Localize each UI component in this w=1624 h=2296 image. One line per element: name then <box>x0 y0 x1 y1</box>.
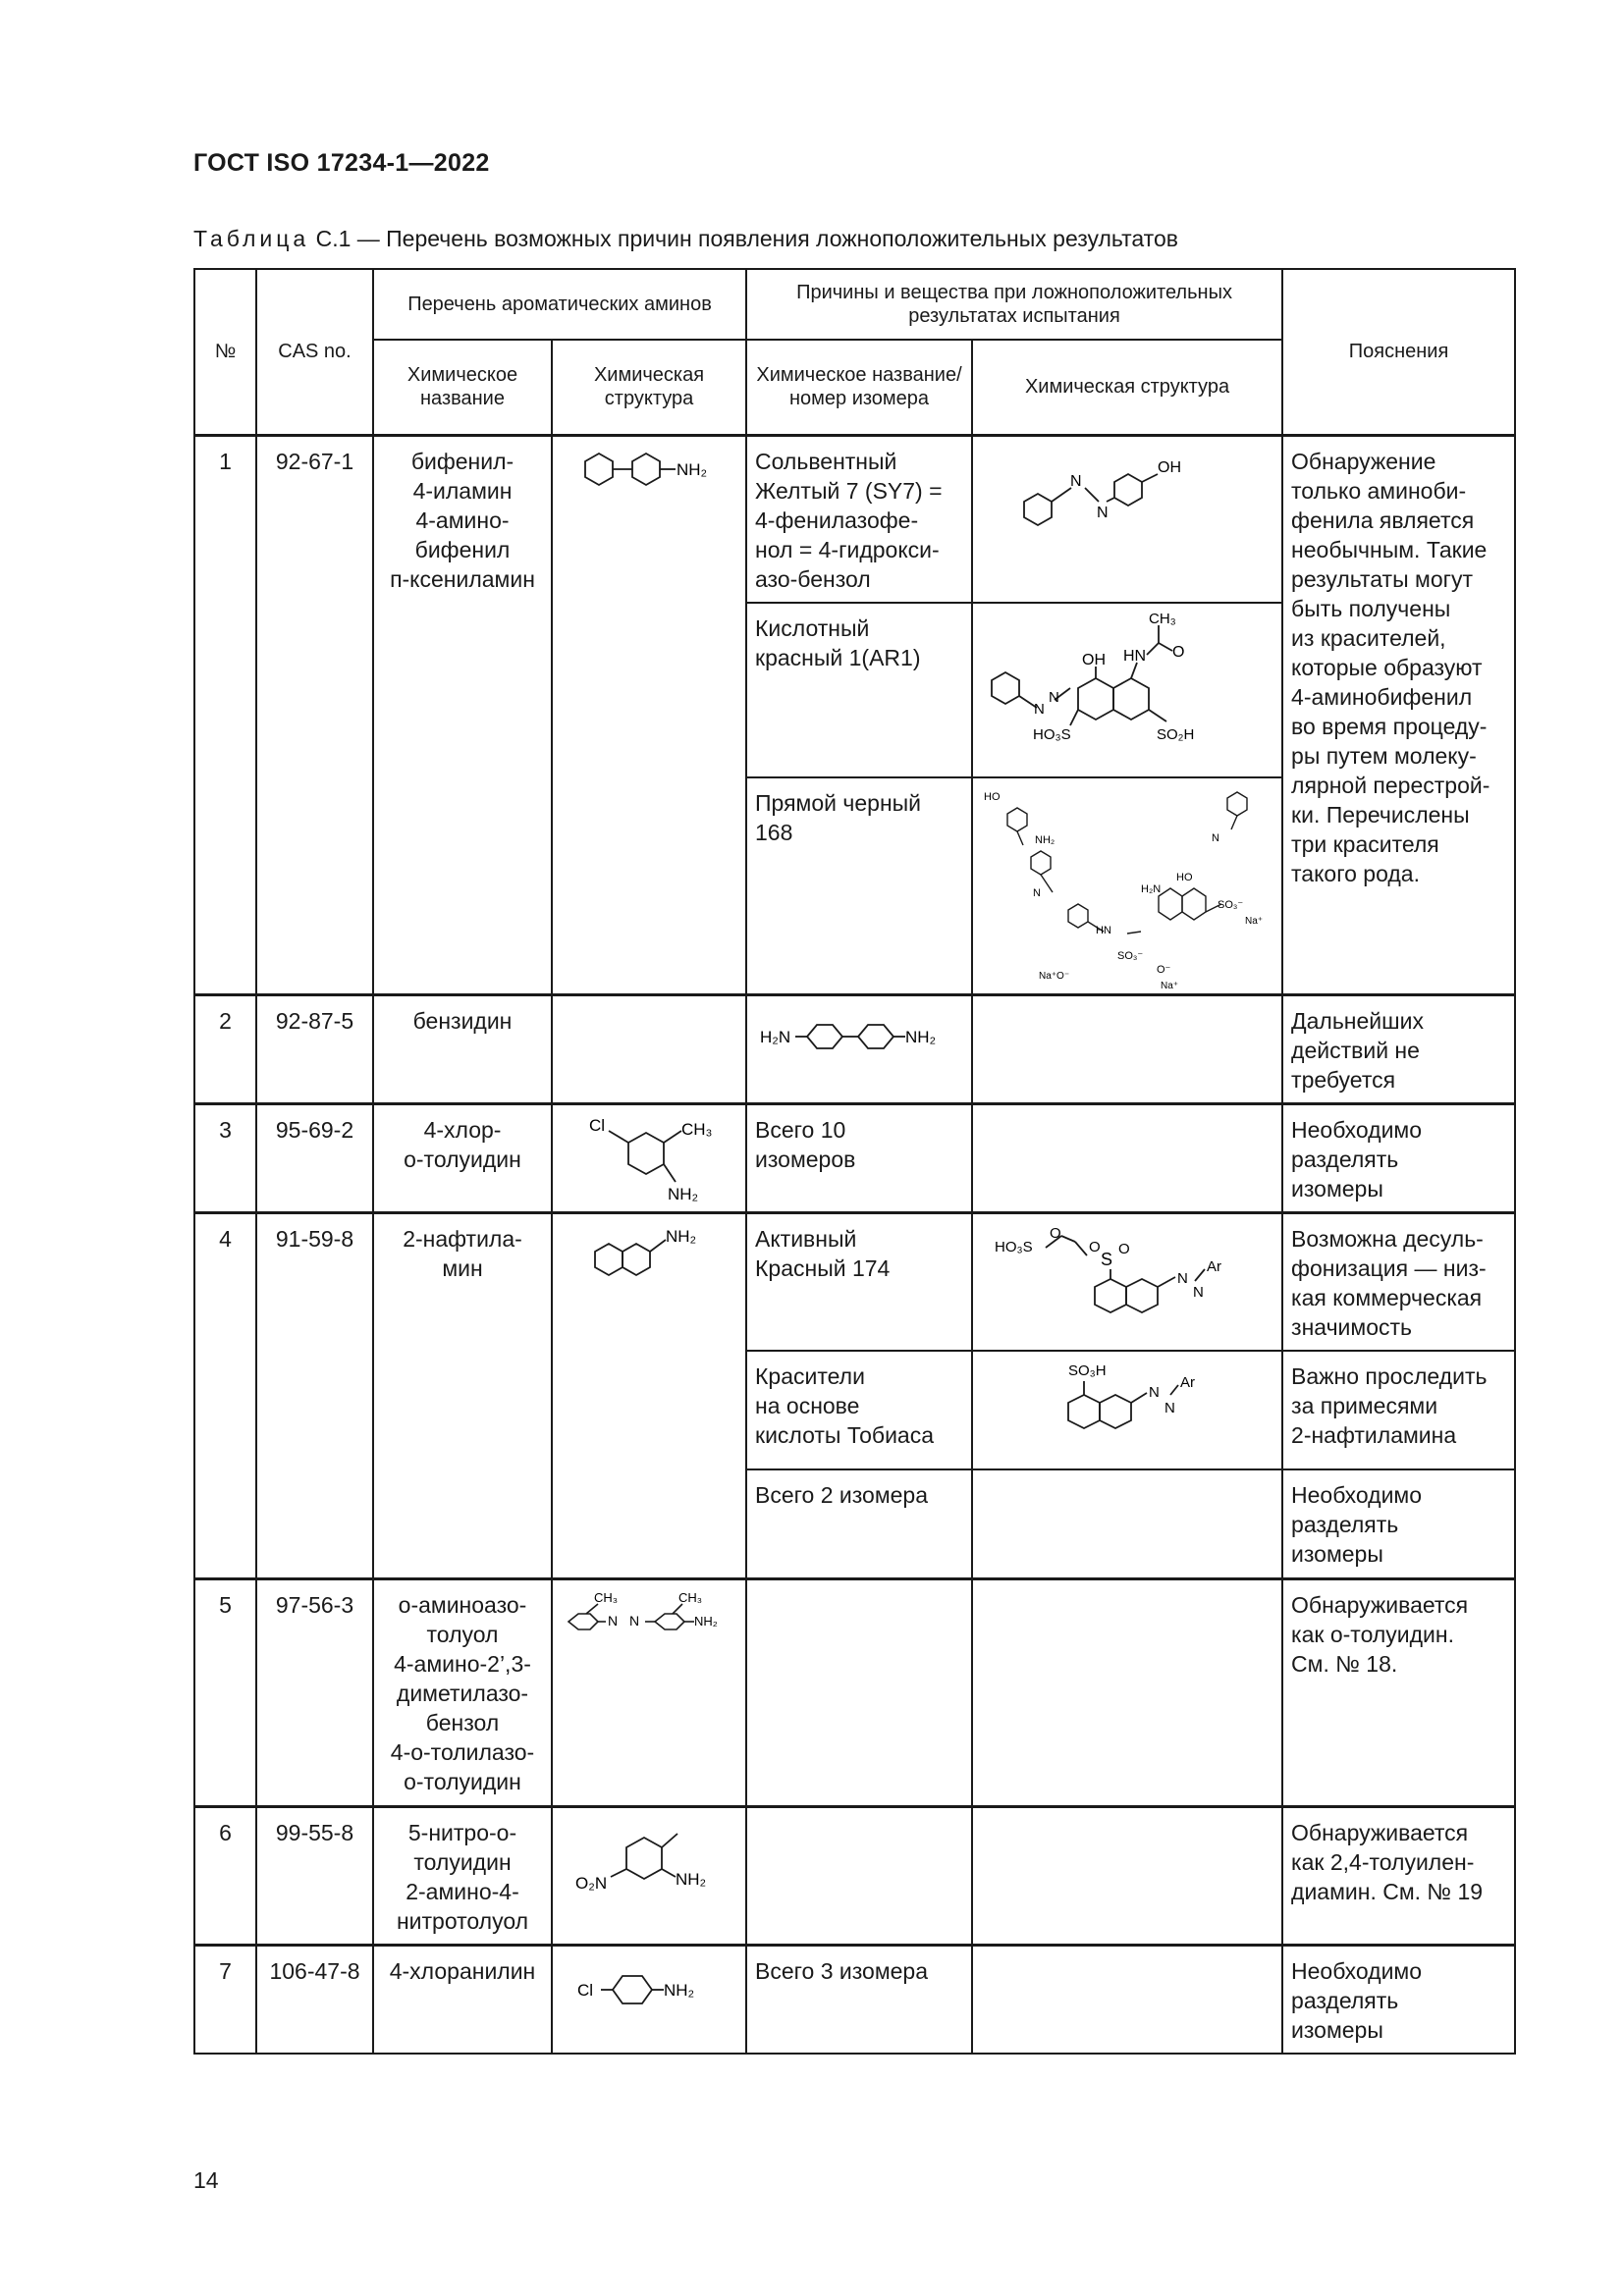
label-n: N <box>1070 472 1082 490</box>
label-ar: Ar <box>1180 1374 1196 1391</box>
label-cl: Cl <box>577 1980 594 2000</box>
row-cause-name <box>746 1578 972 1806</box>
row-num: 6 <box>194 1806 256 1945</box>
row-cause-struct <box>972 1212 1282 1351</box>
row-cas: 106-47-8 <box>256 1945 373 2054</box>
row-cause-struct <box>972 1351 1282 1469</box>
aminoazotoluene-structure <box>561 1588 737 1653</box>
row-cause-name: Всего 10 изомеров <box>746 1103 972 1212</box>
label-n: N <box>1193 1283 1204 1301</box>
row-cause-struct <box>972 777 1282 994</box>
label-nh2: NH₂ <box>668 1184 699 1203</box>
label-o: O <box>1089 1238 1101 1255</box>
header-amines-group: Перечень ароматических аминов <box>373 269 746 340</box>
label-nh2: NH₂ <box>904 1027 936 1046</box>
label-o: O <box>1172 644 1185 661</box>
label-ho3s: HO₃S <box>1033 726 1071 743</box>
row-cas: 95-69-2 <box>256 1103 373 1212</box>
label-ch3: CH₃ <box>594 1589 619 1605</box>
row-cause-struct <box>972 1103 1282 1212</box>
label-ch3: CH₃ <box>1149 612 1176 627</box>
row-chem-name: 5-нитро-о- толуидин 2-амино-4- нитротолуол <box>373 1806 552 1945</box>
caption-text: С.1 — Перечень возможных причин появления ложноположительных результатов <box>309 226 1178 251</box>
label-n: N <box>1097 504 1109 521</box>
label-n: N <box>1034 701 1045 718</box>
label-nh2: NH₂ <box>1035 834 1056 846</box>
table-row <box>194 1806 1515 1945</box>
label-na-plus: Na⁺ <box>1161 981 1179 991</box>
row-cas: 91-59-8 <box>256 1212 373 1578</box>
label-o: O <box>1050 1224 1061 1242</box>
label-h2n: H₂N <box>1141 883 1162 895</box>
row-cause-name: Всего 2 изомера <box>746 1469 972 1578</box>
row-num: 1 <box>194 435 256 994</box>
nitrotoluidine-structure <box>566 1816 732 1904</box>
row-cause-struct <box>972 1469 1282 1578</box>
chloro-toluidine-structure <box>566 1113 732 1205</box>
label-hn: HN <box>1123 648 1147 665</box>
page-number: 14 <box>193 2167 219 2193</box>
header-notes: Пояснения <box>1282 269 1515 435</box>
row-chem-name: 4-хлор- о-толуидин <box>373 1103 552 1212</box>
table-row <box>194 1578 1515 1806</box>
row-cause-name: Сольвентный Желтый 7 (SY7) = 4-фенилазофе- нол = 4-гидрокси- азо-бензол <box>746 435 972 603</box>
label-ch3: CH₃ <box>678 1589 703 1605</box>
false-positive-table <box>193 268 1516 2055</box>
label-nh2: NH₂ <box>664 1980 695 2000</box>
label-ho: HO <box>984 791 1001 803</box>
label-n: N <box>1033 887 1041 899</box>
row-note: Дальнейших действий не требуется <box>1282 994 1515 1103</box>
row-note: Обнаружение только аминоби- фенила является необычным. Такие результаты могут быть получены из красителей, которые образуют 4-аминобифенил во время процеду- ры путем молеку- лярной перестрой- ки. Перечислены три красителя такого рода. <box>1282 435 1515 994</box>
label-so3h: SO₃H <box>1068 1362 1107 1379</box>
document-header: ГОСТ ISO 17234-1—2022 <box>193 149 490 177</box>
header-cas: CAS no. <box>256 269 373 435</box>
table-row <box>194 994 1515 1103</box>
label-cl: Cl <box>589 1115 606 1135</box>
label-nh2: NH₂ <box>676 1869 707 1889</box>
row-num: 7 <box>194 1945 256 2054</box>
benzidine-structure <box>754 1004 965 1073</box>
row-note: Необходимо разделять изомеры <box>1282 1103 1515 1212</box>
label-n: N <box>1049 689 1059 706</box>
biphenylamine-structure <box>566 445 732 506</box>
label-hn: HN <box>1096 925 1111 936</box>
label-n: N <box>1164 1400 1175 1416</box>
label-nh2: NH₂ <box>677 459 708 479</box>
row-cause-name <box>746 994 972 1103</box>
row-chem-name: бензидин <box>373 994 552 1103</box>
row-chem-name: 4-хлоранилин <box>373 1945 552 2054</box>
label-ho3s: HO₃S <box>995 1238 1033 1255</box>
row-chem-struct <box>552 1103 746 1212</box>
row-cas: 92-67-1 <box>256 435 373 994</box>
row-chem-struct <box>552 1578 746 1806</box>
header-cause-struct: Химическая структура <box>972 340 1282 435</box>
row-chem-name: о-аминоазо- толуол 4-амино-2’,3- диметилазо- бензол 4-о-толилазо- о-толуидин <box>373 1578 552 1806</box>
row-note: Обнаруживается как 2,4-толуилен- диамин. См. № 19 <box>1282 1806 1515 1945</box>
row-cause-name: Кислотный красный 1(AR1) <box>746 603 972 777</box>
label-o-minus: O⁻ <box>1157 964 1171 976</box>
sy7-structure <box>1004 445 1250 543</box>
row-num: 2 <box>194 994 256 1103</box>
row-num: 3 <box>194 1103 256 1212</box>
label-oh: OH <box>1082 652 1107 668</box>
reactive-red-174-structure <box>985 1222 1270 1340</box>
row-note: Необходимо разделять изомеры <box>1282 1945 1515 2054</box>
naphthylamine-structure <box>566 1222 732 1291</box>
row-num: 5 <box>194 1578 256 1806</box>
label-so2h: SO₂H <box>1157 726 1195 743</box>
row-cause-struct <box>972 1945 1282 2054</box>
row-cause-struct <box>972 603 1282 777</box>
label-nh2: NH₂ <box>694 1613 718 1629</box>
row-note: Важно проследить за примесями 2-нафтиламина <box>1282 1351 1515 1469</box>
table-row <box>194 1945 1515 2054</box>
label-ch3: CH₃ <box>681 1119 713 1139</box>
row-note: Необходимо разделять изомеры <box>1282 1469 1515 1578</box>
table-row <box>194 1212 1515 1351</box>
header-num: № <box>194 269 256 435</box>
row-cause-struct <box>972 994 1282 1103</box>
label-ar: Ar <box>1207 1257 1222 1275</box>
row-cas: 97-56-3 <box>256 1578 373 1806</box>
row-chem-struct <box>552 1806 746 1945</box>
row-note: Возможна десуль- фонизация — низ- кая коммерческая значимость <box>1282 1212 1515 1351</box>
label-nh2: NH₂ <box>666 1226 697 1246</box>
label-so3-minus: SO₃⁻ <box>1117 950 1144 962</box>
label-n: N <box>629 1612 640 1629</box>
row-cause-struct <box>972 435 1282 603</box>
row-cause-name: Всего 3 изомера <box>746 1945 972 2054</box>
ar1-structure <box>980 612 1274 769</box>
table-row <box>194 1103 1515 1212</box>
row-cause-name <box>746 1806 972 1945</box>
label-n: N <box>1212 832 1219 844</box>
table-caption <box>193 226 1178 252</box>
row-cas: 92-87-5 <box>256 994 373 1103</box>
row-chem-name: 2-нафтила- мин <box>373 1212 552 1578</box>
chloroaniline-structure <box>566 1954 732 2023</box>
caption-prefix: Таблица <box>193 226 310 251</box>
header-causes-group: Причины и вещества при ложноположительных результатах испытания <box>746 269 1282 340</box>
label-na-o: Na⁺O⁻ <box>1039 971 1070 982</box>
row-chem-struct <box>552 1945 746 2054</box>
label-n: N <box>608 1612 619 1629</box>
header-chem-struct: Химическая структура <box>552 340 746 435</box>
row-num: 4 <box>194 1212 256 1578</box>
label-ho: HO <box>1176 872 1193 883</box>
label-oh: OH <box>1158 458 1182 476</box>
row-cause-name: Прямой черный 168 <box>746 777 972 994</box>
label-o2n: O₂N <box>575 1873 608 1893</box>
header-cause-name: Химическое название/номер изомера <box>746 340 972 435</box>
row-chem-name: бифенил- 4-иламин 4-амино- бифенил п-ксениламин <box>373 435 552 994</box>
row-chem-struct <box>552 994 746 1103</box>
table-row <box>194 435 1515 603</box>
label-h2n: H₂N <box>759 1027 790 1046</box>
label-n: N <box>1149 1384 1160 1401</box>
direct-black-168-structure <box>980 786 1274 992</box>
row-cause-name: Красители на основе кислоты Тобиаса <box>746 1351 972 1469</box>
row-cause-struct <box>972 1578 1282 1806</box>
label-so3-minus: SO₃⁻ <box>1218 899 1244 911</box>
row-cause-name: Активный Красный 174 <box>746 1212 972 1351</box>
tobias-acid-dye-structure <box>1009 1360 1245 1458</box>
row-chem-struct <box>552 1212 746 1578</box>
row-chem-struct <box>552 435 746 994</box>
label-o: O <box>1118 1240 1130 1257</box>
row-note: Обнаруживается как о-толуидин. См. № 18. <box>1282 1578 1515 1806</box>
row-cas: 99-55-8 <box>256 1806 373 1945</box>
label-n: N <box>1177 1269 1188 1287</box>
row-cause-struct <box>972 1806 1282 1945</box>
header-chem-name: Химическое название <box>373 340 552 435</box>
label-na-plus: Na⁺ <box>1245 916 1264 927</box>
label-s: S <box>1101 1249 1113 1269</box>
